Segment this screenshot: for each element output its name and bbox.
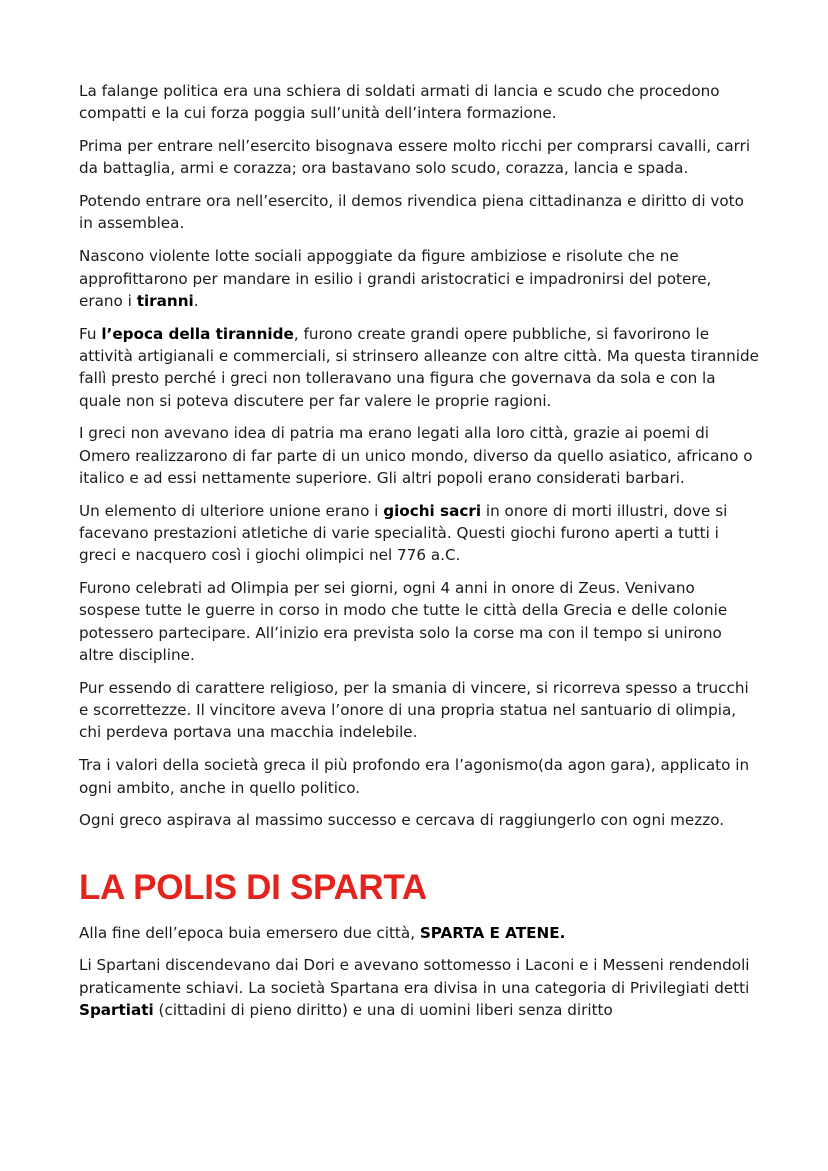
text-run: Furono celebrati ad Olimpia per sei giorni, ogni 4 anni in onore di Zeus. Venivano sospese tutte le guerre in corso in modo che tutte le città della Grecia e delle colonie potessero partecipare. All’inizio era prevista solo la corse ma con il tempo si unirono altre discipline. [79,579,728,665]
text-run: Fu [79,324,102,343]
body-text-top [79,80,759,832]
bold-term: Spartiati [79,1001,154,1019]
text-run: , furono create grandi opere pubbliche, si favorirono le attività artigianali e commerciali, si strinsero alleanze con altre città. Ma questa tirannide fallì presto perché i greci non tolleravano una figura che governava da sola e con la quale non si poteva discutere per far valere le proprie ragioni. [79,324,759,410]
paragraph [79,190,759,235]
text-run: I greci non avevano idea di patria ma erano legati alla loro città, grazie ai poemi di Omero realizzarono di far parte di un unico mondo, diverso da quello asiatico, africano o italico e ad essi nettamente superiore. Gli altri popoli erano considerati barbari. [79,424,753,487]
document-page [79,80,759,1032]
text-run: Li Spartani discendevano dai Dori e avevano sottomesso i Laconi e i Messeni rendendoli praticamente schiavi. La società Spartana era divisa in una categoria di Privilegiati detti [79,956,750,997]
paragraph [79,323,759,412]
paragraph [79,577,759,666]
text-run: Pur essendo di carattere religioso, per la smania di vincere, si ricorreva spesso a trucchi e scorrettezze. Il vincitore aveva l’onore di una propria statua nel santuario di olimpia, chi perdeva portava una macchia indelebile. [79,678,749,742]
paragraph [79,135,759,180]
text-run: Prima per entrare nell’esercito bisognava essere molto ricchi per comprarsi cavalli, carri da battaglia, armi e corazza; ora bastavano solo scudo, corazza, lancia e spada. [79,137,751,178]
paragraph [79,677,759,744]
text-run: in onore di morti illustri, dove si facevano prestazioni atletiche di varie specialità. Questi giochi furono aperti a tutti i greci e nacquero così i giochi olimpici nel 776 a.C. [79,501,728,565]
text-run: Nascono violente lotte sociali appoggiate da figure ambiziose e risolute che ne approfittarono per mandare in esilio i grandi aristocratici e impadronirsi del potere, erano i [79,247,712,310]
bold-term: giochi sacri [383,501,482,520]
section-heading: LA POLIS DI SPARTA [79,867,427,907]
paragraph [79,500,759,567]
bold-term: l’epoca della tirannide [101,324,294,343]
text-run: . [193,291,199,310]
paragraph [79,954,759,1021]
text-run: Potendo entrare ora nell’esercito, il demos rivendica piena cittadinanza e diritto di voto in assemblea. [79,192,744,233]
text-run: La falange politica era una schiera di soldati armati di lancia e scudo che procedono compatti e la cui forza poggia sull’unità dell’intera formazione. [79,82,720,123]
text-run: Un elemento di ulteriore unione erano i [79,501,384,520]
paragraph [79,245,759,312]
text-run: Ogni greco aspirava al massimo successo e cercava di raggiungerlo con ogni mezzo. [79,811,725,830]
body-text-section [79,922,759,1022]
bold-term: tiranni [136,291,194,310]
text-run: Alla fine dell’epoca buia emersero due città, [79,923,420,942]
paragraph [79,754,759,799]
paragraph [79,422,759,489]
text-run: Tra i valori della società greca il più profondo era l’agonismo(da agon gara), applicato in ogni ambito, anche in quello politico. [79,756,750,797]
paragraph [79,922,759,944]
paragraph [79,80,759,125]
bold-term: SPARTA E ATENE. [419,923,566,942]
paragraph [79,809,759,831]
text-run: (cittadini di pieno diritto) e una di uomini liberi senza diritto [153,1001,613,1019]
